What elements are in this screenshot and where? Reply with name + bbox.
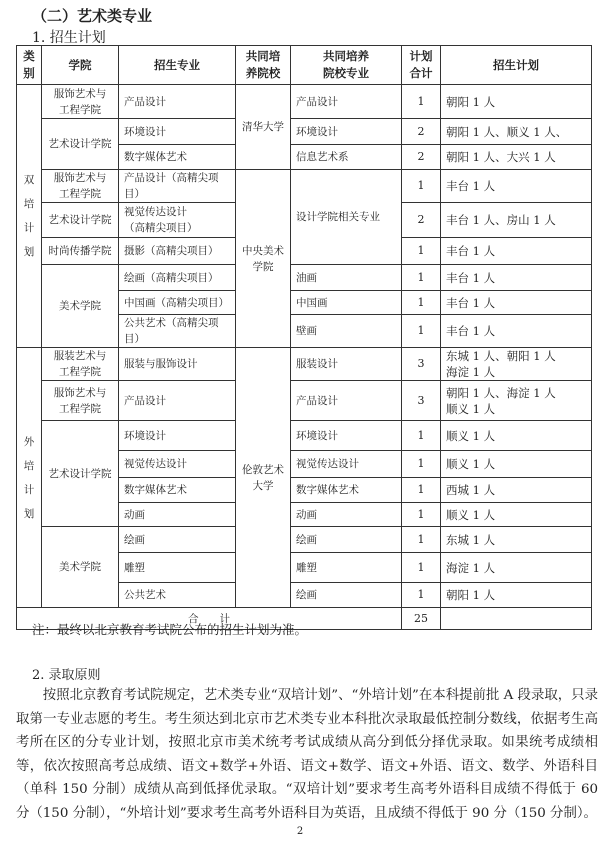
column-header: 类 别 <box>17 46 42 85</box>
major-cell: 公共艺术（高精尖项目） <box>119 315 236 348</box>
count-cell: 1 <box>402 503 441 527</box>
category-cell: 外 培 计 划 <box>17 348 42 608</box>
plan-cell: 丰台 1 人 <box>441 291 592 315</box>
major-cell: 绘画（高精尖项目） <box>119 265 236 291</box>
column-header: 学院 <box>42 46 119 85</box>
college-cell: 艺术设计学院 <box>42 119 119 170</box>
column-header: 招生专业 <box>119 46 236 85</box>
section-title: （二）艺术类专业 <box>32 7 153 25</box>
major-cell: 动画 <box>119 503 236 527</box>
major-cell: 服装与服饰设计 <box>119 348 236 381</box>
plan-cell: 丰台 1 人 <box>441 170 592 203</box>
major-cell: 数字媒体艺术 <box>119 478 236 503</box>
college-cell: 服装艺术与 工程学院 <box>42 348 119 381</box>
count-cell: 3 <box>402 348 441 381</box>
partner-major-cell: 数字媒体艺术 <box>291 478 402 503</box>
plan-cell: 西城 1 人 <box>441 478 592 503</box>
college-cell: 美术学院 <box>42 527 119 608</box>
table-row <box>17 421 592 451</box>
college-cell: 艺术设计学院 <box>42 421 119 527</box>
table-row <box>17 85 592 119</box>
partner-major-cell: 动画 <box>291 503 402 527</box>
plan-cell: 东城 1 人 <box>441 527 592 553</box>
partner-major-cell: 视觉传达设计 <box>291 451 402 478</box>
plan-cell: 海淀 1 人 <box>441 553 592 583</box>
partner-major-cell: 服装设计 <box>291 348 402 381</box>
major-cell: 视觉传达设计 （高精尖项目） <box>119 203 236 238</box>
plan-cell: 朝阳 1 人、顺义 1 人、 <box>441 119 592 145</box>
partner-major-cell: 产品设计 <box>291 85 402 119</box>
table-note: 注：最终以北京教育考试院公布的招生计划为准。 <box>32 622 308 637</box>
partner-major-cell: 绘画 <box>291 527 402 553</box>
count-cell: 2 <box>402 119 441 145</box>
plan-cell <box>441 608 592 630</box>
column-header: 招生计划 <box>441 46 592 85</box>
partner-cell: 清华大学 <box>236 85 291 170</box>
table-row <box>17 348 592 381</box>
college-cell: 服饰艺术与 工程学院 <box>42 381 119 421</box>
partner-major-cell: 信息艺术系 <box>291 145 402 170</box>
column-header: 共同培养 院校专业 <box>291 46 402 85</box>
table-row <box>17 170 592 203</box>
count-cell: 1 <box>402 238 441 265</box>
major-cell: 环境设计 <box>119 119 236 145</box>
enrollment-plan-table <box>16 45 592 630</box>
college-cell: 服饰艺术与 工程学院 <box>42 85 119 119</box>
partner-major-cell: 环境设计 <box>291 421 402 451</box>
count-cell: 1 <box>402 265 441 291</box>
partner-major-cell: 壁画 <box>291 315 402 348</box>
partner-major-cell: 环境设计 <box>291 119 402 145</box>
table-row <box>17 381 592 421</box>
plan-cell: 朝阳 1 人、大兴 1 人 <box>441 145 592 170</box>
partner-major-cell: 中国画 <box>291 291 402 315</box>
major-cell: 产品设计（高精尖项目） <box>119 170 236 203</box>
count-cell: 3 <box>402 381 441 421</box>
admission-principles-paragraph: 按照北京教育考试院规定，艺术类专业“双培计划”、“外培计划”在本科提前批 A 段录取，只录取第一专业志愿的考生。考生须达到北京市艺术类专业本科批次录取最低控制分数线，依据考生高考所在区的分专业计划，按照北京市美术统考考试成绩从高分到低分择优录取。如果统考成绩相等，依次按照高考总成绩、语文+数学+外语、语文+数学、语文+外语、语文、数学、外语科目（单科 150 分制）成绩从高到低择优录取。“双培计划”要求考生高考外语科目成绩不得低于 60 分（150 分制），“外培计划”要求考生高考外语科目为英语，且成绩不得低于 90 分（150 分制）。 <box>16 688 598 821</box>
page-number: 2 <box>296 826 304 837</box>
major-cell: 中国画（高精尖项目） <box>119 291 236 315</box>
major-cell: 数字媒体艺术 <box>119 145 236 170</box>
subsection-admission-principles: 2. 录取原则 <box>32 668 101 683</box>
count-cell: 1 <box>402 451 441 478</box>
partner-major-cell: 油画 <box>291 265 402 291</box>
college-cell: 艺术设计学院 <box>42 203 119 238</box>
table-row <box>17 527 592 553</box>
table-row <box>17 265 592 291</box>
count-cell: 1 <box>402 421 441 451</box>
partner-major-cell: 雕塑 <box>291 553 402 583</box>
major-cell: 产品设计 <box>119 85 236 119</box>
plan-cell: 东城 1 人、朝阳 1 人 海淀 1 人 <box>441 348 592 381</box>
plan-cell: 顺义 1 人 <box>441 451 592 478</box>
plan-cell: 丰台 1 人 <box>441 238 592 265</box>
subsection-enrollment-plan: 1. 招生计划 <box>32 30 106 46</box>
college-cell: 合 计 <box>17 608 402 630</box>
plan-cell: 朝阳 1 人、海淀 1 人 顺义 1 人 <box>441 381 592 421</box>
plan-cell: 朝阳 1 人 <box>441 85 592 119</box>
major-cell: 雕塑 <box>119 553 236 583</box>
partner-cell: 中央美术 学院 <box>236 170 291 348</box>
plan-cell: 丰台 1 人 <box>441 315 592 348</box>
count-cell: 1 <box>402 315 441 348</box>
count-cell: 2 <box>402 145 441 170</box>
count-cell: 25 <box>402 608 441 630</box>
major-cell: 摄影（高精尖项目） <box>119 238 236 265</box>
count-cell: 1 <box>402 527 441 553</box>
plan-cell: 顺义 1 人 <box>441 503 592 527</box>
partner-major-cell: 绘画 <box>291 583 402 608</box>
college-cell: 美术学院 <box>42 265 119 348</box>
college-cell: 时尚传播学院 <box>42 238 119 265</box>
major-cell: 环境设计 <box>119 421 236 451</box>
category-cell: 双 培 计 划 <box>17 85 42 348</box>
count-cell: 1 <box>402 170 441 203</box>
major-cell: 公共艺术 <box>119 583 236 608</box>
table-row <box>17 119 592 145</box>
count-cell: 1 <box>402 583 441 608</box>
plan-cell: 顺义 1 人 <box>441 421 592 451</box>
partner-major-cell: 设计学院相关专业 <box>291 170 402 265</box>
plan-cell: 丰台 1 人、房山 1 人 <box>441 203 592 238</box>
count-cell: 1 <box>402 478 441 503</box>
plan-cell: 朝阳 1 人 <box>441 583 592 608</box>
count-cell: 1 <box>402 291 441 315</box>
count-cell: 1 <box>402 553 441 583</box>
partner-cell: 伦敦艺术 大学 <box>236 348 291 608</box>
count-cell: 2 <box>402 203 441 238</box>
partner-major-cell: 产品设计 <box>291 381 402 421</box>
major-cell: 产品设计 <box>119 381 236 421</box>
column-header: 计划 合计 <box>402 46 441 85</box>
count-cell: 1 <box>402 85 441 119</box>
major-cell: 绘画 <box>119 527 236 553</box>
major-cell: 视觉传达设计 <box>119 451 236 478</box>
plan-cell: 丰台 1 人 <box>441 265 592 291</box>
college-cell: 服饰艺术与 工程学院 <box>42 170 119 203</box>
table-header-row <box>17 46 592 85</box>
column-header: 共同培 养院校 <box>236 46 291 85</box>
